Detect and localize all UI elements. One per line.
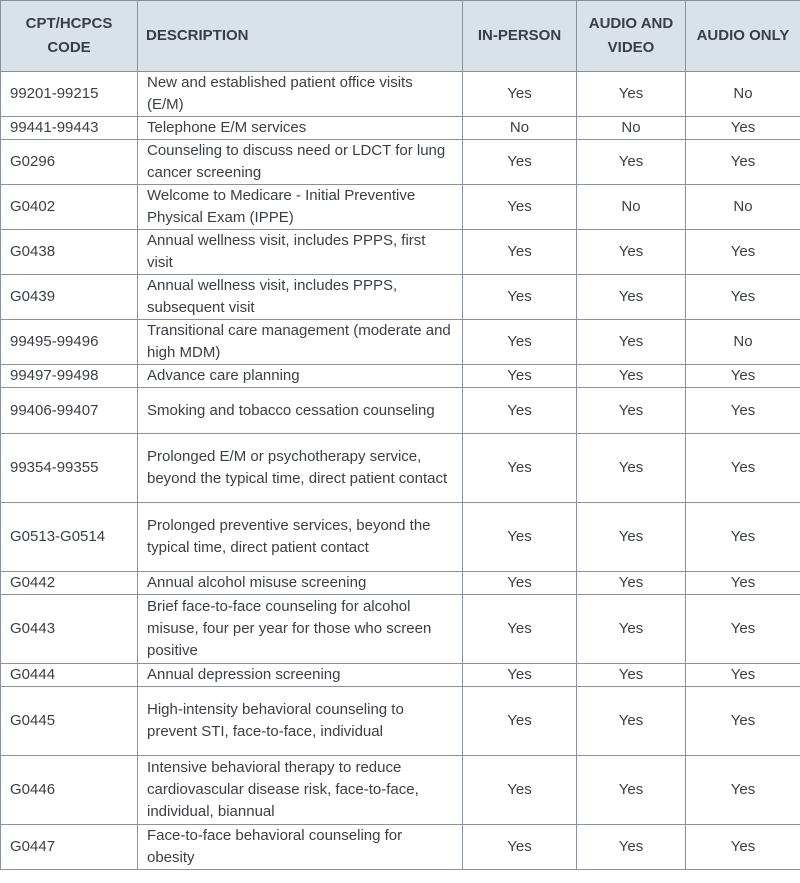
in-person-cell: Yes — [463, 664, 577, 687]
code-cell: G0443 — [1, 595, 138, 664]
description-cell: New and established patient office visits (E/M) — [138, 72, 463, 117]
in-person-cell: Yes — [463, 434, 577, 503]
audio-video-cell: Yes — [577, 434, 686, 503]
audio-video-cell: Yes — [577, 275, 686, 320]
audio-video-cell: No — [577, 185, 686, 230]
description-cell: High-intensity behavioral counseling to prevent STI, face-to-face, individual — [138, 687, 463, 756]
in-person-cell: Yes — [463, 503, 577, 572]
in-person-cell: Yes — [463, 320, 577, 365]
audio-only-cell: Yes — [686, 117, 800, 140]
audio-video-cell: Yes — [577, 664, 686, 687]
code-cell: 99495-99496 — [1, 320, 138, 365]
in-person-cell: Yes — [463, 388, 577, 434]
table-row — [1, 664, 800, 687]
table-row — [1, 388, 800, 434]
audio-only-cell: Yes — [686, 595, 800, 664]
audio-only-cell: Yes — [686, 825, 800, 870]
audio-video-cell: Yes — [577, 388, 686, 434]
header-audio-only: AUDIO ONLY — [686, 1, 800, 72]
audio-only-cell: Yes — [686, 664, 800, 687]
code-cell: G0438 — [1, 230, 138, 275]
table-row — [1, 185, 800, 230]
description-cell: Brief face-to-face counseling for alcohol misuse, four per year for those who screen positive — [138, 595, 463, 664]
audio-only-cell: Yes — [686, 503, 800, 572]
code-cell: 99201-99215 — [1, 72, 138, 117]
code-cell: G0296 — [1, 140, 138, 185]
audio-video-cell: No — [577, 117, 686, 140]
in-person-cell: Yes — [463, 275, 577, 320]
audio-only-cell: Yes — [686, 756, 800, 825]
audio-only-cell: Yes — [686, 140, 800, 185]
header-audio-video: AUDIO AND VIDEO — [577, 1, 686, 72]
in-person-cell: Yes — [463, 687, 577, 756]
code-cell: G0402 — [1, 185, 138, 230]
code-cell: G0439 — [1, 275, 138, 320]
audio-video-cell: Yes — [577, 230, 686, 275]
description-cell: Annual alcohol misuse screening — [138, 572, 463, 595]
audio-video-cell: Yes — [577, 503, 686, 572]
header-row — [1, 1, 800, 72]
table-row — [1, 365, 800, 388]
code-cell: 99354-99355 — [1, 434, 138, 503]
code-cell: G0444 — [1, 664, 138, 687]
audio-only-cell: Yes — [686, 687, 800, 756]
in-person-cell: Yes — [463, 72, 577, 117]
in-person-cell: Yes — [463, 572, 577, 595]
description-cell: Telephone E/M services — [138, 117, 463, 140]
table-row — [1, 434, 800, 503]
table-row — [1, 572, 800, 595]
description-cell: Annual depression screening — [138, 664, 463, 687]
in-person-cell: Yes — [463, 756, 577, 825]
in-person-cell: Yes — [463, 230, 577, 275]
in-person-cell: Yes — [463, 140, 577, 185]
description-cell: Advance care planning — [138, 365, 463, 388]
audio-only-cell: No — [686, 72, 800, 117]
audio-video-cell: Yes — [577, 756, 686, 825]
description-cell: Annual wellness visit, includes PPPS, subsequent visit — [138, 275, 463, 320]
audio-only-cell: Yes — [686, 275, 800, 320]
table-row — [1, 687, 800, 756]
table-row — [1, 275, 800, 320]
audio-video-cell: Yes — [577, 140, 686, 185]
table-row — [1, 72, 800, 117]
description-cell: Prolonged preventive services, beyond the typical time, direct patient contact — [138, 503, 463, 572]
description-cell: Smoking and tobacco cessation counseling — [138, 388, 463, 434]
table-row — [1, 595, 800, 664]
audio-only-cell: Yes — [686, 572, 800, 595]
header-description: DESCRIPTION — [138, 1, 463, 72]
header-in-person: IN-PERSON — [463, 1, 577, 72]
code-cell: G0445 — [1, 687, 138, 756]
audio-video-cell: Yes — [577, 320, 686, 365]
description-cell: Annual wellness visit, includes PPPS, first visit — [138, 230, 463, 275]
code-cell: G0442 — [1, 572, 138, 595]
audio-video-cell: Yes — [577, 72, 686, 117]
audio-only-cell: Yes — [686, 388, 800, 434]
code-cell: 99441-99443 — [1, 117, 138, 140]
in-person-cell: Yes — [463, 825, 577, 870]
table-row — [1, 230, 800, 275]
code-cell: 99497-99498 — [1, 365, 138, 388]
description-cell: Welcome to Medicare - Initial Preventive Physical Exam (IPPE) — [138, 185, 463, 230]
audio-only-cell: Yes — [686, 434, 800, 503]
audio-video-cell: Yes — [577, 365, 686, 388]
audio-video-cell: Yes — [577, 572, 686, 595]
table-row — [1, 756, 800, 825]
table-row — [1, 320, 800, 365]
code-cell: G0513-G0514 — [1, 503, 138, 572]
audio-only-cell: No — [686, 320, 800, 365]
code-cell: G0446 — [1, 756, 138, 825]
description-cell: Intensive behavioral therapy to reduce cardiovascular disease risk, face-to-face, individual, biannual — [138, 756, 463, 825]
audio-video-cell: Yes — [577, 825, 686, 870]
in-person-cell: Yes — [463, 185, 577, 230]
code-cell: G0447 — [1, 825, 138, 870]
in-person-cell: No — [463, 117, 577, 140]
description-cell: Face-to-face behavioral counseling for obesity — [138, 825, 463, 870]
table-row — [1, 503, 800, 572]
table-row — [1, 117, 800, 140]
code-cell: 99406-99407 — [1, 388, 138, 434]
table-row — [1, 825, 800, 870]
description-cell: Prolonged E/M or psychotherapy service, beyond the typical time, direct patient contact — [138, 434, 463, 503]
audio-video-cell: Yes — [577, 595, 686, 664]
header-code: CPT/HCPCS CODE — [1, 1, 138, 72]
audio-video-cell: Yes — [577, 687, 686, 756]
in-person-cell: Yes — [463, 595, 577, 664]
audio-only-cell: Yes — [686, 365, 800, 388]
description-cell: Counseling to discuss need or LDCT for lung cancer screening — [138, 140, 463, 185]
in-person-cell: Yes — [463, 365, 577, 388]
table-row — [1, 140, 800, 185]
audio-only-cell: No — [686, 185, 800, 230]
audio-only-cell: Yes — [686, 230, 800, 275]
description-cell: Transitional care management (moderate and high MDM) — [138, 320, 463, 365]
